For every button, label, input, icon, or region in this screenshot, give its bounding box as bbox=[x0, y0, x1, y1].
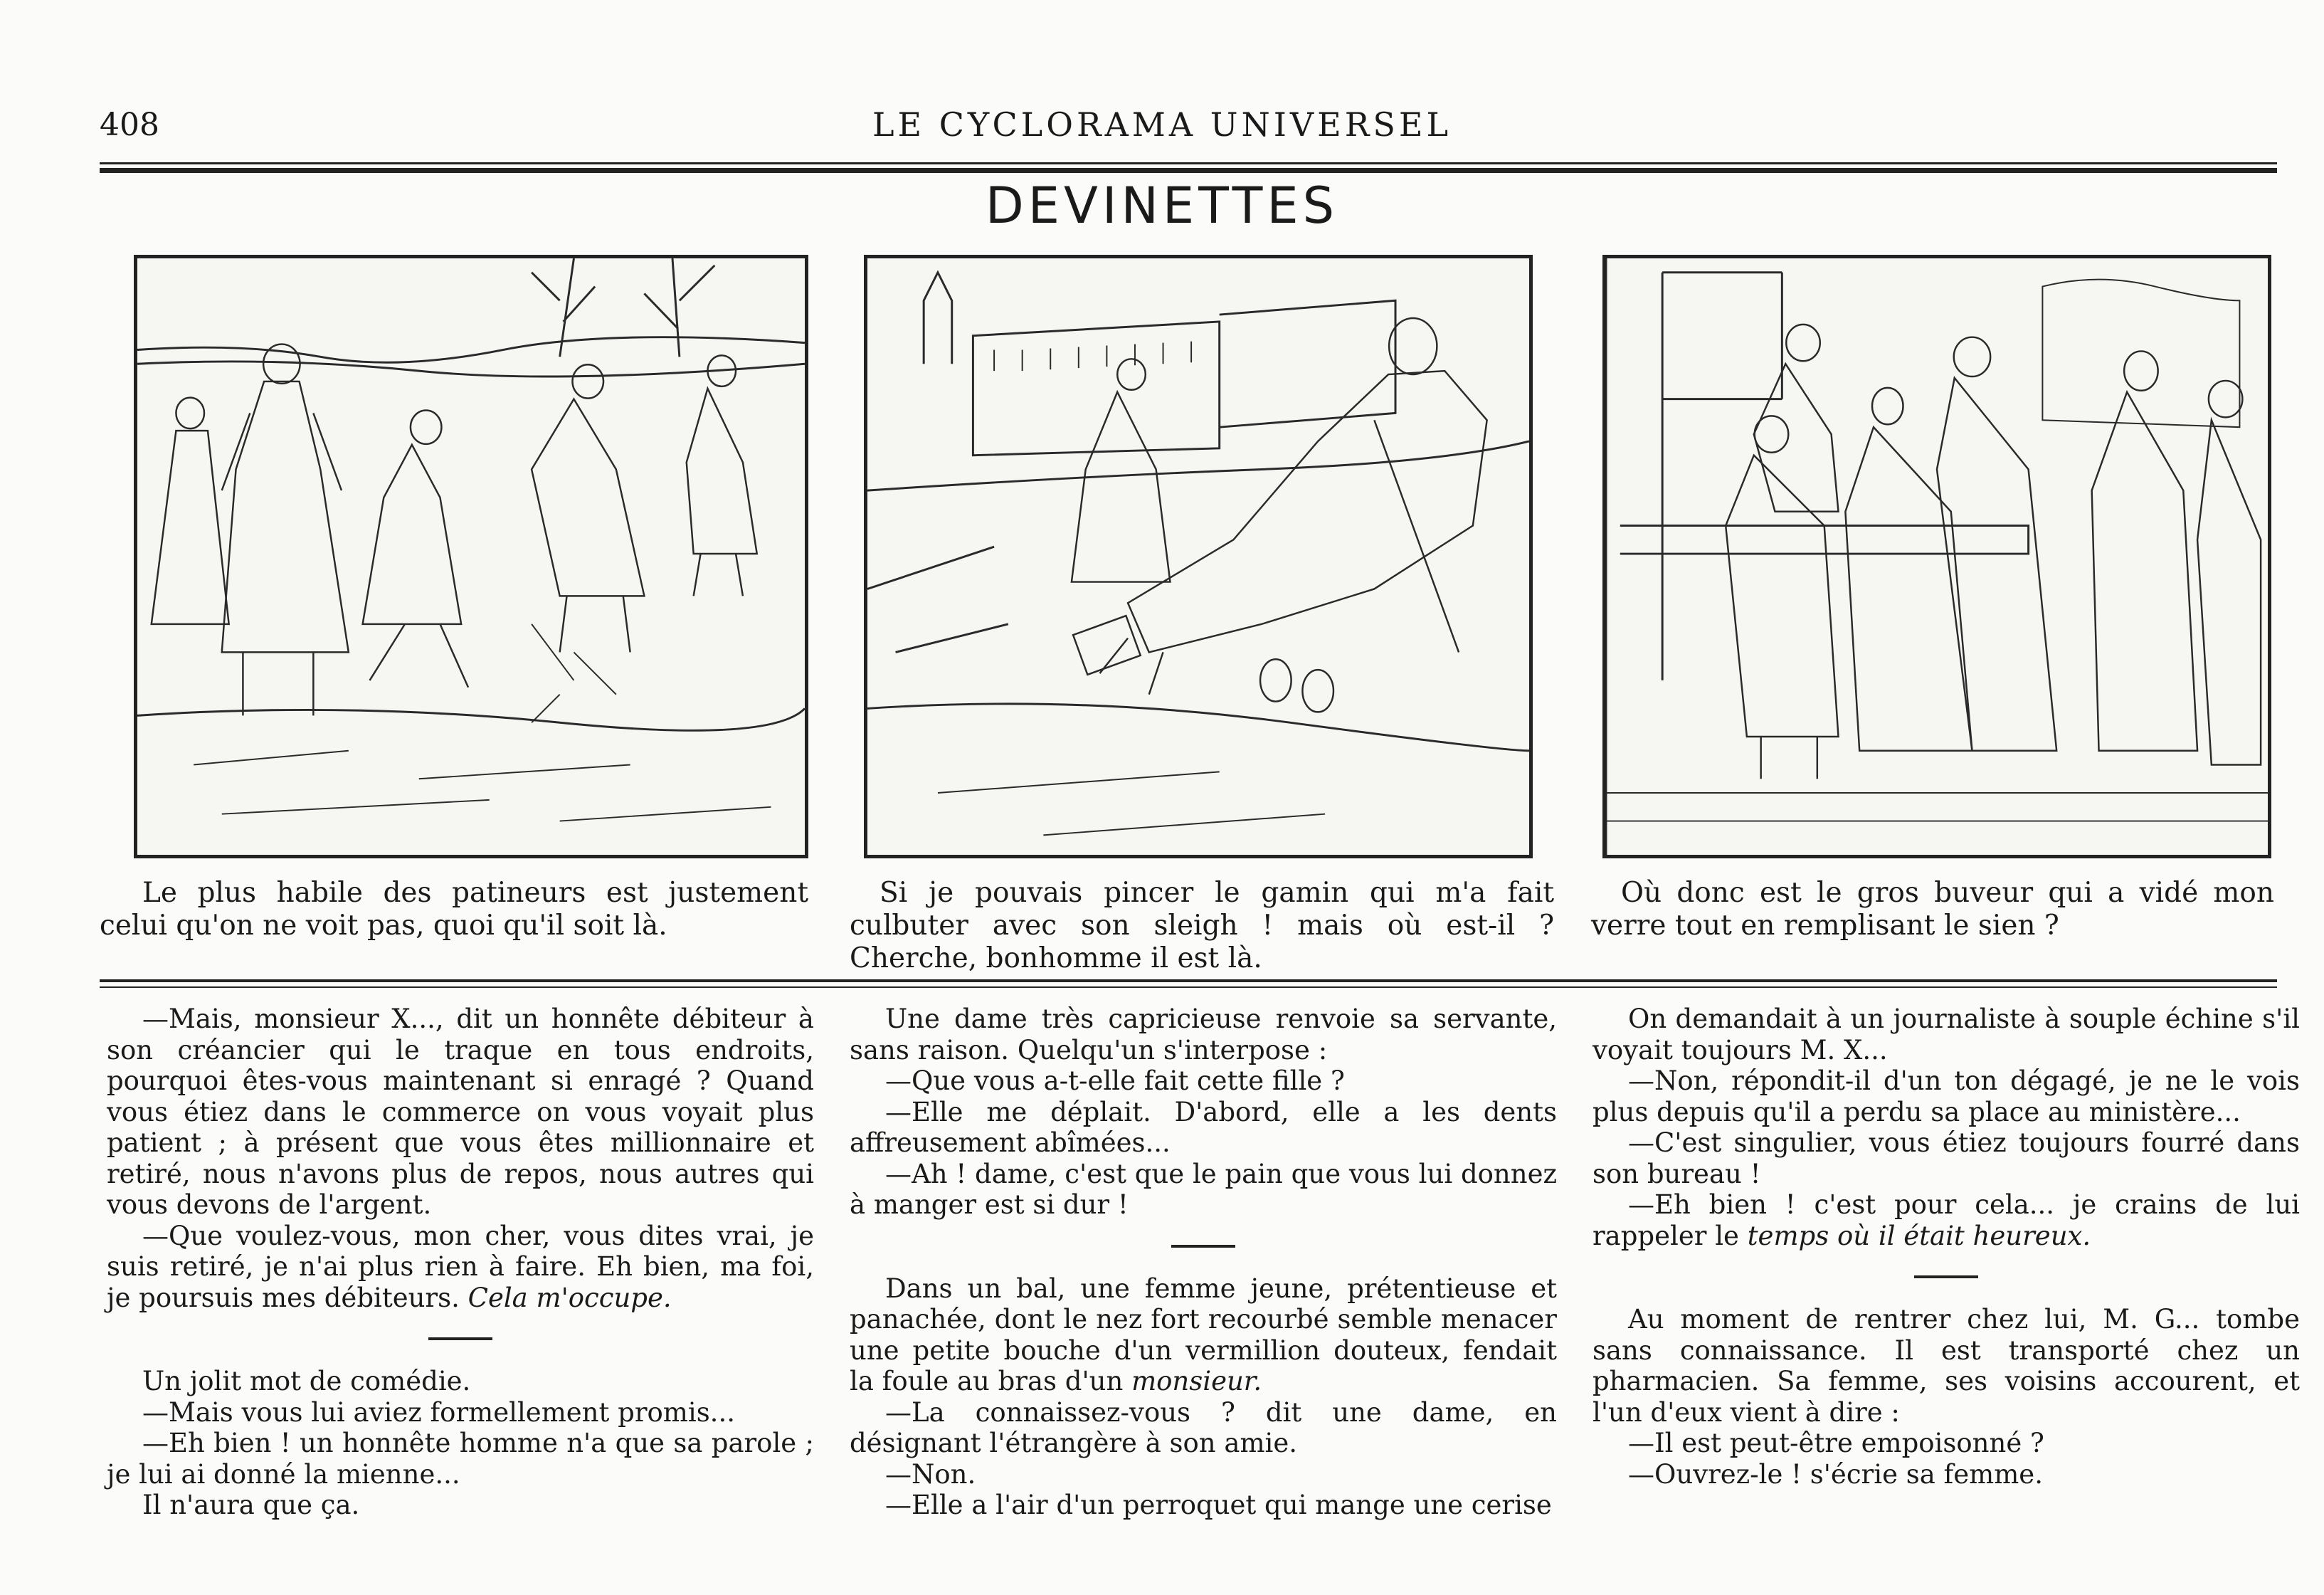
caption-drinkers: Où donc est le gros buveur qui a vidé mon verre tout en remplisant le sien ? bbox=[1591, 877, 2274, 942]
anecdote-debtor-punchline: Cela m'occupe. bbox=[468, 1282, 672, 1313]
anecdote-journalist-italic: temps où il était heureux. bbox=[1747, 1220, 2091, 1251]
anecdote-ball-text: Dans un bal, une femme jeune, prétentieuse et panachée, dont le nez fort recourbé semble menacer une petite bouche d'un vermillion douteux, fendait la foule au bras d'un bbox=[850, 1273, 1557, 1396]
anecdote-ball-line2: —Non. bbox=[885, 1458, 976, 1490]
page-number: 408 bbox=[100, 107, 159, 143]
anecdote-journalist-intro: On demandait à un journaliste à souple échine s'il voyait toujours M. X... bbox=[1593, 1004, 2300, 1065]
section-rule-thin bbox=[100, 986, 2277, 988]
caption-skaters: Le plus habile des patineurs est justement celui qu'on ne voit pas, quoi qu'il soit là. bbox=[100, 877, 808, 942]
section-title: DEVINETTES bbox=[985, 177, 1339, 235]
anecdote-servant-line1: —Que vous a-t-elle fait cette fille ? bbox=[885, 1065, 1345, 1096]
column-1 bbox=[107, 1004, 814, 1521]
illustration-sleigh bbox=[864, 255, 1533, 858]
anecdote-debtor-para2 bbox=[107, 1221, 814, 1314]
anecdote-comedy-intro: Un jolit mot de comédie. bbox=[142, 1366, 471, 1396]
section-rule-thick bbox=[100, 979, 2277, 982]
column-3 bbox=[1593, 1004, 2300, 1490]
journal-title: LE CYCLORAMA UNIVERSEL bbox=[872, 105, 1452, 144]
anecdote-journalist-line3 bbox=[1593, 1189, 2300, 1251]
separator bbox=[428, 1337, 492, 1340]
column-2 bbox=[850, 1004, 1557, 1521]
anecdote-poison-intro: Au moment de rentrer chez lui, M. G... tombe sans connaissance. Il est transporté chez un pharmacien. Sa femme, ses voisins accourent, et l'un d'eux vient à dire : bbox=[1593, 1304, 2300, 1428]
anecdote-comedy-line2: —Eh bien ! un honnête homme n'a que sa parole ; je lui ai donné la mienne... bbox=[107, 1428, 814, 1490]
separator bbox=[1171, 1245, 1235, 1248]
anecdote-servant-intro: Une dame très capricieuse renvoie sa servante, sans raison. Quelqu'un s'interpose : bbox=[850, 1004, 1557, 1065]
anecdote-ball-line3: —Elle a l'air d'un perroquet qui mange une cerise bbox=[885, 1490, 1552, 1520]
header-rule-top bbox=[100, 162, 2277, 164]
anecdote-journalist-line1: —Non, répondit-il d'un ton dégagé, je ne le vois plus depuis qu'il a perdu sa place au ministère... bbox=[1593, 1065, 2300, 1127]
anecdote-journalist-text: —Eh bien ! c'est pour cela... je crains de lui rappeler le bbox=[1593, 1189, 2300, 1251]
anecdote-ball-line1: —La connaissez-vous ? dit une dame, en désignant l'étrangère à son amie. bbox=[850, 1396, 1557, 1458]
anecdote-debtor-para1: —Mais, monsieur X..., dit un honnête débiteur à son créancier qui le traque en tous endroits, pourquoi êtes-vous maintenant si enragé ? Quand vous étiez dans le commerce on vous voyait plus patient ; à présent que vous êtes millionnaire et retiré, nous n'avons plus de repos, nous autres qui vous devons de l'argent. bbox=[107, 1004, 814, 1220]
anecdote-poison-line1: —Il est peut-être empoisonné ? bbox=[1628, 1428, 2044, 1458]
anecdote-debtor-reply: —Que voulez-vous, mon cher, vous dites vrai, je suis retiré, je n'ai plus rien à faire. Eh bien, ma foi, je poursuis mes débiteurs. bbox=[107, 1220, 814, 1313]
separator bbox=[1914, 1275, 1978, 1278]
anecdote-ball-italic: monsieur. bbox=[1131, 1366, 1262, 1396]
illustration-drinkers bbox=[1602, 255, 2271, 858]
anecdote-servant-line2: —Elle me déplait. D'abord, elle a les dents affreusement abîmées... bbox=[850, 1096, 1557, 1158]
anecdote-journalist-line2: —C'est singulier, vous étiez toujours fourré dans son bureau ! bbox=[1593, 1127, 2300, 1189]
illustration-skaters bbox=[134, 255, 808, 858]
anecdote-poison-line2: —Ouvrez-le ! s'écrie sa femme. bbox=[1628, 1458, 2043, 1490]
header-rule-thick bbox=[100, 168, 2277, 173]
anecdote-comedy-line1: —Mais vous lui aviez formellement promis... bbox=[142, 1396, 735, 1428]
anecdote-ball-intro bbox=[850, 1273, 1557, 1397]
anecdote-servant-line3: —Ah ! dame, c'est que le pain que vous lui donnez à manger est si dur ! bbox=[850, 1158, 1557, 1220]
anecdote-comedy-line3: Il n'aura que ça. bbox=[142, 1490, 360, 1520]
caption-sleigh: Si je pouvais pincer le gamin qui m'a fait culbuter avec son sleigh ! mais où est-il ? Cherche, bonhomme il est là. bbox=[850, 877, 1554, 974]
